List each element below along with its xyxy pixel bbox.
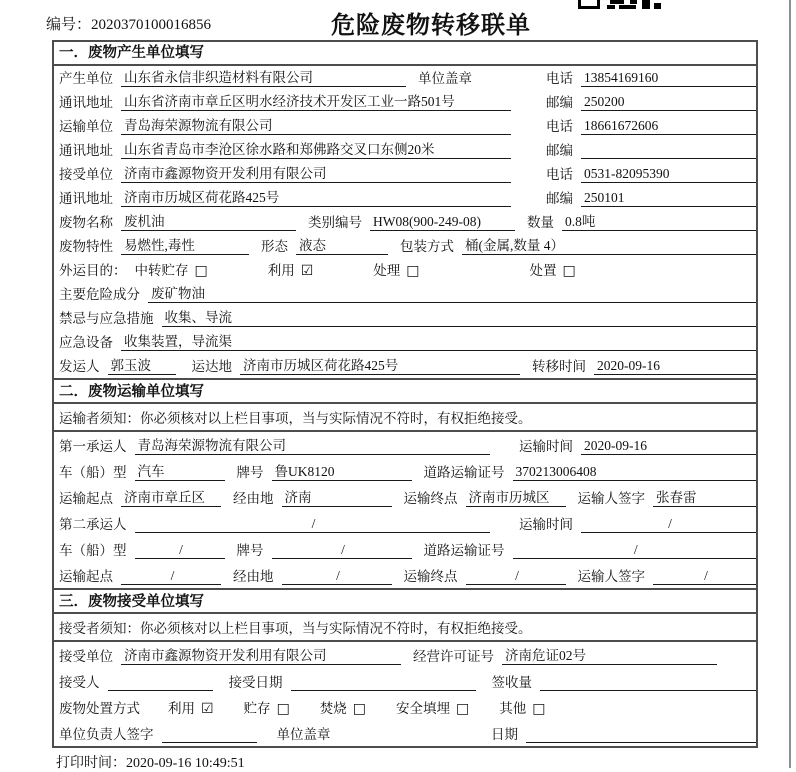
transport-time-label: 运输时间 (519, 517, 573, 532)
taboo-value: 收集、导流 (162, 310, 757, 327)
unit-seal-label: 单位盖章 (418, 71, 472, 86)
vehicle-type-label: 车（船）型 (59, 543, 127, 558)
row-carrier2 (54, 510, 756, 536)
checkbox-checked-icon: ☑ (300, 263, 314, 279)
checkbox-unchecked-icon: □ (276, 701, 290, 717)
row-vehicle2 (54, 536, 756, 562)
carrier1-label: 第一承运人 (59, 439, 127, 454)
section3-header: 三．废物接受单位填写 (54, 588, 756, 614)
character-value: 易燃性,毒性 (121, 238, 249, 255)
receiver-notice: 接受者须知：你必须核对以上栏目事项，当与实际情况不符时，有权拒绝接受。 (54, 614, 756, 642)
row-hazard (54, 282, 756, 306)
road-permit-label: 道路运输证号 (423, 543, 505, 558)
character-label: 废物特性 (59, 239, 113, 254)
address-label: 通讯地址 (59, 143, 113, 158)
address-label: 通讯地址 (59, 95, 113, 110)
transporter-notice: 运输者须知：你必须核对以上栏目事项，当与实际情况不符时，有权拒绝接受。 (54, 404, 756, 432)
quantity-value: 0.8吨 (562, 214, 756, 231)
plate1-value: 鲁UK8120 (272, 464, 412, 481)
print-time-line (56, 752, 245, 772)
license-label: 经营许可证号 (413, 649, 494, 664)
endpoint2-value: / (466, 568, 566, 585)
carrier2-label: 第二承运人 (59, 517, 127, 532)
destination-label: 运达地 (191, 359, 232, 374)
via-label: 经由地 (233, 491, 274, 506)
transport-time-label: 运输时间 (519, 439, 573, 454)
option-label: 中转贮存 (134, 263, 189, 278)
print-time-value: 2020-09-16 10:49:51 (126, 756, 245, 771)
origin2-value: / (121, 568, 221, 585)
option-label: 贮存 (243, 701, 271, 716)
purpose-option-treat (373, 263, 419, 279)
accepting-unit-label: 接受单位 (59, 649, 113, 664)
form-value: 液态 (296, 238, 388, 255)
unit-seal-label: 单位盖章 (276, 727, 331, 742)
vehicle-type-label: 车（船）型 (59, 465, 127, 480)
row-receiver (54, 162, 756, 186)
equipment-label: 应急设备 (59, 335, 113, 350)
receiver-zip-value: 250101 (581, 190, 756, 207)
transporter-zip-value (581, 142, 756, 159)
transporter-address-value: 山东省青岛市李沧区徐水路和郑佛路交叉口东侧20米 (121, 142, 511, 159)
vehicle1-value: 汽车 (135, 464, 225, 481)
carrier-sign-label: 运输人签字 (577, 569, 645, 584)
row-transporter (54, 114, 756, 138)
transfer-time-value: 2020-09-16 (594, 358, 756, 375)
form-label: 形态 (261, 239, 288, 254)
via1-value: 济南 (282, 490, 392, 507)
endpoint-label: 运输终点 (403, 569, 458, 584)
accepting-unit-value: 济南市鑫源物资开发利用有限公司 (121, 648, 401, 665)
row-waste-character (54, 234, 756, 258)
accept-date-value (291, 674, 476, 691)
purpose-label: 外运目的： (59, 263, 127, 278)
carrier2-value: / (135, 516, 490, 533)
receiver-label: 接受单位 (59, 167, 113, 182)
recipient-label: 接受人 (59, 675, 100, 690)
receiver-value: 济南市鑫源物资开发利用有限公司 (121, 166, 511, 183)
plate-label: 牌号 (236, 543, 264, 558)
serial-label: 编号： (46, 17, 92, 33)
print-time-label: 打印时间： (56, 756, 126, 771)
plate2-value: / (272, 542, 412, 559)
purpose-option-utilize (268, 263, 314, 279)
checkbox-checked-icon: ☑ (201, 701, 214, 717)
disposal-option-utilize (168, 701, 214, 717)
recipient-value (108, 674, 213, 691)
carrier1-value: 青岛海荣源物流有限公司 (135, 438, 490, 455)
vehicle2-value: / (135, 542, 225, 559)
section3-body (54, 642, 756, 746)
option-label: 处理 (373, 263, 401, 278)
checkbox-unchecked-icon: □ (352, 701, 367, 717)
origin-label: 运输起点 (59, 569, 113, 584)
option-label: 处置 (529, 263, 557, 278)
category-label: 类别编号 (308, 215, 362, 230)
transporter-phone-value: 18661672606 (581, 118, 756, 135)
head-signature-value (162, 726, 257, 743)
via-label: 经由地 (233, 569, 274, 584)
shipper-label: 发运人 (59, 359, 100, 374)
hazard-value: 废矿物油 (148, 286, 756, 303)
row-transporter-address (54, 138, 756, 162)
accept-date-label: 接受日期 (228, 675, 283, 690)
category-value: HW08(900-249-08) (370, 214, 515, 231)
section1-header: 一．废物产生单位填写 (54, 42, 756, 66)
row-purpose (54, 258, 756, 282)
row-producer-address (54, 90, 756, 114)
phone-label: 电话 (546, 71, 573, 86)
producer-label: 产生单位 (59, 71, 113, 86)
producer-address-value: 山东省济南市章丘区明水经济技术开发区工业一路501号 (121, 94, 511, 111)
qr-code-fragment-icon (578, 0, 664, 10)
disposal-method-label: 废物处置方式 (59, 701, 140, 716)
checkbox-unchecked-icon: □ (194, 263, 208, 279)
page-title: 危险废物转移联单 (331, 12, 531, 39)
row-disposal-method (54, 694, 756, 720)
phone-label: 电话 (546, 167, 573, 182)
plate-label: 牌号 (236, 465, 264, 480)
carrier-sign1-value: 张春雷 (653, 490, 756, 507)
checkbox-unchecked-icon: □ (456, 701, 470, 717)
transport-time1-value: 2020-09-16 (581, 438, 756, 455)
disposal-option-store (244, 701, 290, 717)
equipment-value: 收集装置，导流渠 (121, 334, 756, 351)
disposal-option-incinerate (320, 701, 366, 717)
packing-value: 桶(金属,数量 4） (462, 238, 756, 255)
row-carrier1 (54, 432, 756, 458)
serial-value: 2020370100016856 (91, 17, 212, 33)
receiver-phone-value: 0531-82095390 (581, 166, 756, 183)
row-recipient (54, 668, 756, 694)
transport-time2-value: / (581, 516, 756, 533)
option-label: 其他 (499, 701, 527, 716)
road-permit-label: 道路运输证号 (423, 465, 505, 480)
waste-name-label: 废物名称 (59, 215, 113, 230)
zip-label: 邮编 (546, 143, 573, 158)
row-route1 (54, 484, 756, 510)
transporter-value: 青岛海荣源物流有限公司 (121, 118, 511, 135)
waste-name-value: 废机油 (121, 214, 296, 231)
address-label: 通讯地址 (59, 191, 113, 206)
license-value: 济南危证02号 (502, 648, 717, 665)
checkbox-unchecked-icon: □ (532, 701, 546, 717)
option-label: 安全填埋 (396, 701, 451, 716)
row-shipper (54, 354, 756, 378)
endpoint-label: 运输终点 (403, 491, 458, 506)
row-taboo (54, 306, 756, 330)
row-head-signature (54, 720, 756, 746)
zip-label: 邮编 (546, 191, 573, 206)
checkbox-unchecked-icon: □ (406, 263, 420, 279)
transfer-time-label: 转移时间 (532, 359, 586, 374)
producer-phone-value: 13854169160 (581, 70, 756, 87)
checkbox-unchecked-icon: □ (562, 263, 576, 279)
carrier-sign2-value: / (653, 568, 756, 585)
endpoint1-value: 济南市历城区 (466, 490, 566, 507)
manifest-form-table (52, 40, 758, 748)
purpose-option-storage (135, 263, 208, 279)
disposal-option-landfill (396, 701, 469, 717)
zip-label: 邮编 (546, 95, 573, 110)
serial-number-line (46, 13, 211, 34)
packing-label: 包装方式 (400, 239, 454, 254)
disposal-option-other (499, 701, 545, 717)
row-accepting-unit (54, 642, 756, 668)
row-emergency-equipment (54, 330, 756, 354)
producer-zip-value: 250200 (581, 94, 756, 111)
row-vehicle1 (54, 458, 756, 484)
via2-value: / (282, 568, 392, 585)
shipper-value: 郭玉波 (108, 358, 176, 375)
option-label: 利用 (267, 263, 295, 278)
option-label: 利用 (168, 701, 195, 716)
row-route2 (54, 562, 756, 588)
phone-label: 电话 (546, 119, 573, 134)
received-amount-value (540, 674, 756, 691)
purpose-option-dispose (530, 263, 576, 279)
received-amount-label: 签收量 (491, 675, 532, 690)
head-signature-label: 单位负责人签字 (59, 727, 154, 742)
row-producer (54, 66, 756, 90)
row-receiver-address (54, 186, 756, 210)
section1-body (54, 66, 756, 378)
origin-label: 运输起点 (59, 491, 113, 506)
receiver-address-value: 济南市历城区荷花路425号 (121, 190, 511, 207)
carrier-sign-label: 运输人签字 (577, 491, 645, 506)
transporter-label: 运输单位 (59, 119, 113, 134)
date-value (526, 726, 756, 743)
destination-value: 济南市历城区荷花路425号 (240, 358, 520, 375)
taboo-label: 禁忌与应急措施 (59, 311, 154, 326)
producer-value: 山东省永信非织造材料有限公司 (121, 70, 406, 87)
hazard-label: 主要危险成分 (59, 287, 140, 302)
date-label: 日期 (491, 727, 518, 742)
origin1-value: 济南市章丘区 (121, 490, 221, 507)
road-permit1-value: 370213006408 (513, 464, 757, 481)
section2-header: 二．废物运输单位填写 (54, 378, 756, 404)
quantity-label: 数量 (527, 215, 554, 230)
road-permit2-value: / (513, 542, 757, 559)
page-edge-line (789, 0, 791, 768)
row-waste-name (54, 210, 756, 234)
option-label: 焚烧 (319, 701, 347, 716)
section2-body (54, 432, 756, 588)
